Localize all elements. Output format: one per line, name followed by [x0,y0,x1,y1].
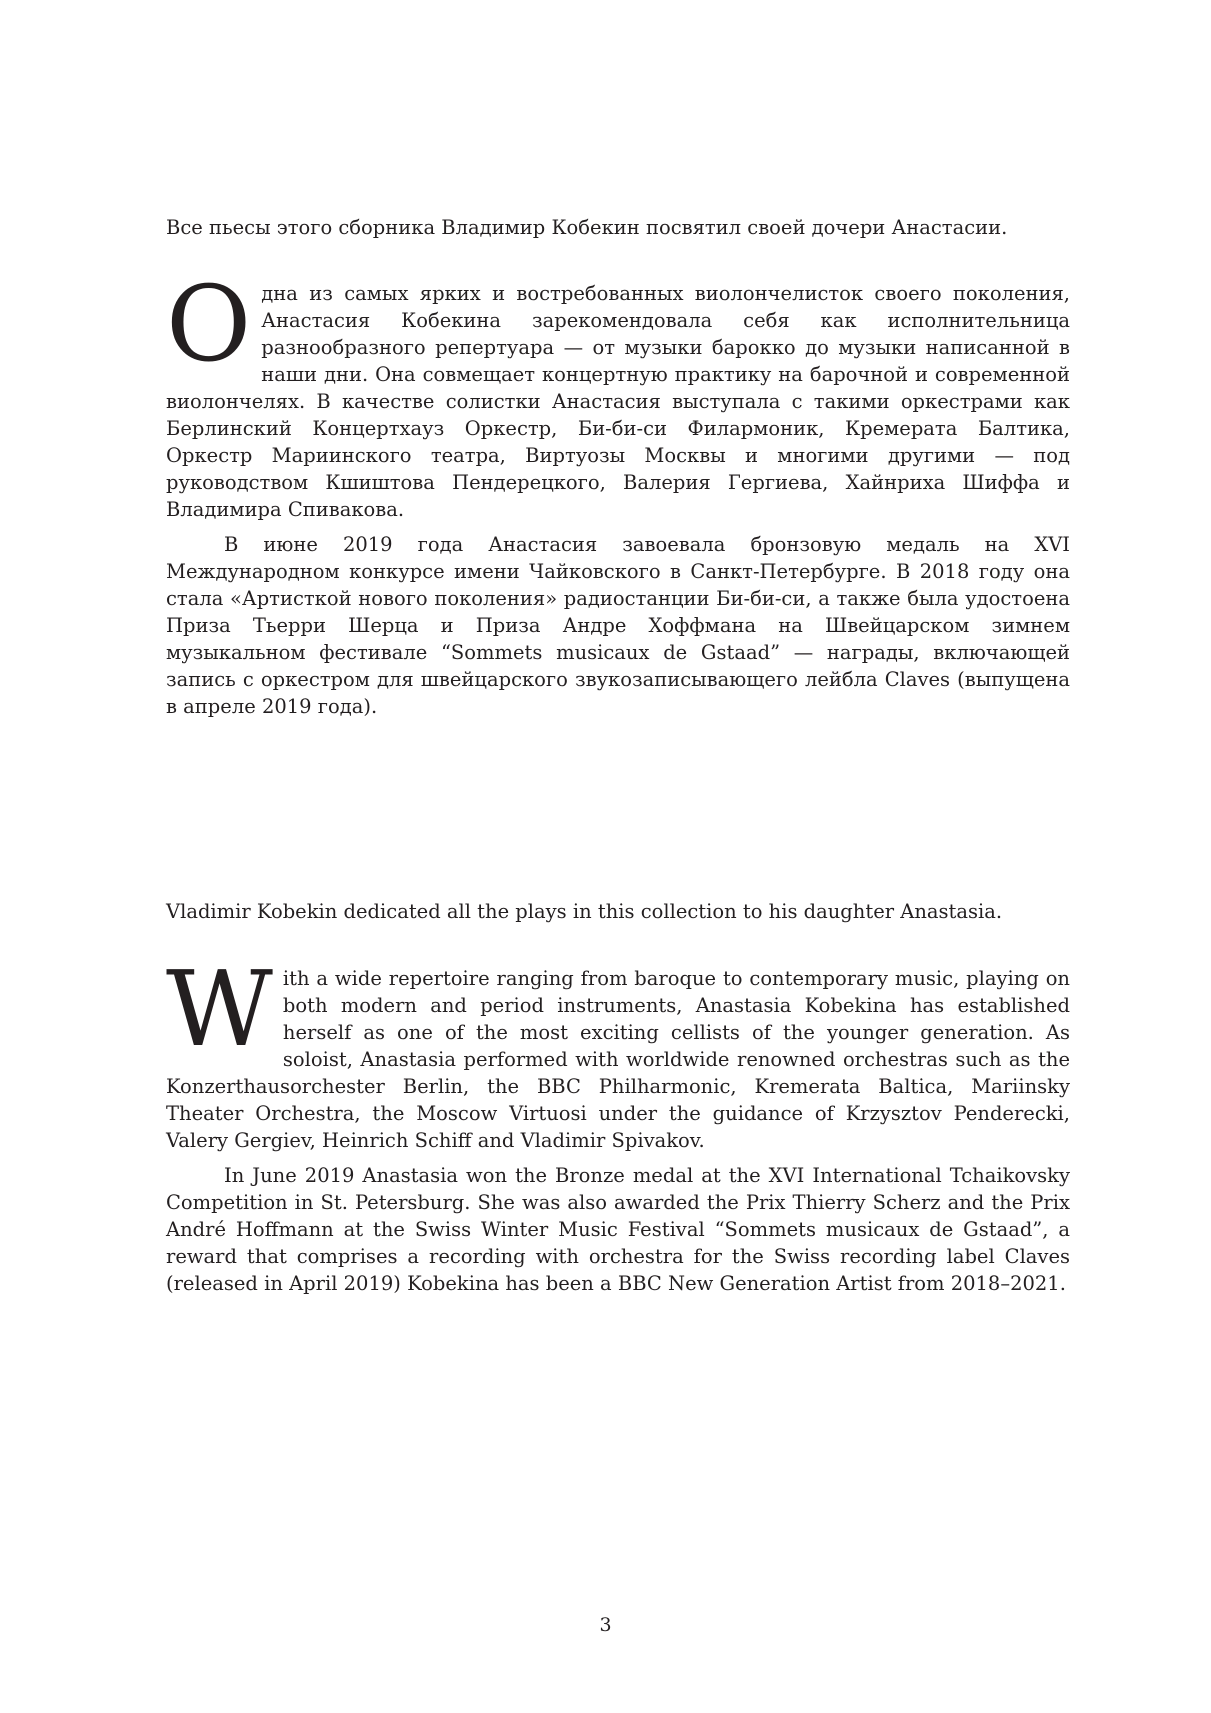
russian-section [166,214,1070,720]
english-section [166,898,1070,1297]
english-bio-paragraph-2: In June 2019 Anastasia won the Bronze medal at the XVI International Tchaikovsky Competition in St. Petersburg. She was also awarded the Prix Thierry Scherz and the Prix André Hoffmann at the Swiss Winter Music Festival “Sommets musicaux de Gstaad”, a reward that comprises a recording with orchestra for the Swiss recording label Claves (released in April 2019) Kobekina has been a BBC New Generation Artist from 2018–2021. [166,1164,1070,1295]
english-dedication: Vladimir Kobekin dedicated all the plays in this collection to his daughter Anastasia. [166,900,1003,923]
english-bio-paragraph-1 [166,948,1070,1154]
section-spacer [166,925,1070,965]
russian-dedication: Все пьесы этого сборника Владимир Кобекин посвятил своей дочери Анастасии. [166,216,1008,239]
russian-bio-paragraph-1-text: дна из самых ярких и востребованных виолончелисток своего поколения, Анастасия Кобекина зарекомендовала себя как исполнительница разнообразного репертуара — от музыки барокко до музыки написанной в наши дни. Она совмещает концертную практику на барочной и современной виолончелях. В качестве солистки Анастасия выступала с такими оркестрами как Берлинский Концертхауз Оркестр, Би-би-си Филармоник, Кремерата Балтика, Оркестр Мариинского театра, Виртуозы Москвы и многими другими — под руководством Кшиштова Пендерецкого, Валерия Гергиева, Хайнриха Шиффа и Владимира Спивакова. [166,282,1070,521]
english-bio-paragraph-1-text: ith a wide repertoire ranging from baroque to contemporary music, playing on both modern and period instruments, Anastasia Kobekina has established herself as one of the most exciting cellists of the younger generation. As soloist, Anastasia performed with worldwide renowned orchestras such as the Konzerthausorchester Berlin, the BBC Philharmonic, Kremerata Baltica, Mariinsky Theater Orchestra, the Moscow Virtuosi under the guidance of Krzysztov Penderecki, Valery Gergiev, Heinrich Schiff and Vladimir Spivakov. [166,967,1070,1152]
section-spacer [166,241,1070,280]
english-drop-cap: W [166,948,273,1070]
page-number: 3 [599,1614,612,1636]
russian-bio-paragraph-1 [166,263,1070,523]
russian-bio-paragraph-2: В июне 2019 года Анастасия завоевала бронзовую медаль на XVI Международном конкурсе имени Чайковского в Санкт-Петербурге. В 2018 году она стала «Артисткой нового поколения» радиостанции Би-би-си, а также была удостоена Приза Тьерри Шерца и Приза Андре Хоффмана на Швейцарском зимнем музыкальном фестивале “Sommets musicaux de Gstaad” — награды, включающей запись с оркестром для швейцарского звукозаписывающего лейбла Claves (выпущена в апреле 2019 года). [166,533,1070,718]
russian-drop-cap: О [166,263,252,385]
